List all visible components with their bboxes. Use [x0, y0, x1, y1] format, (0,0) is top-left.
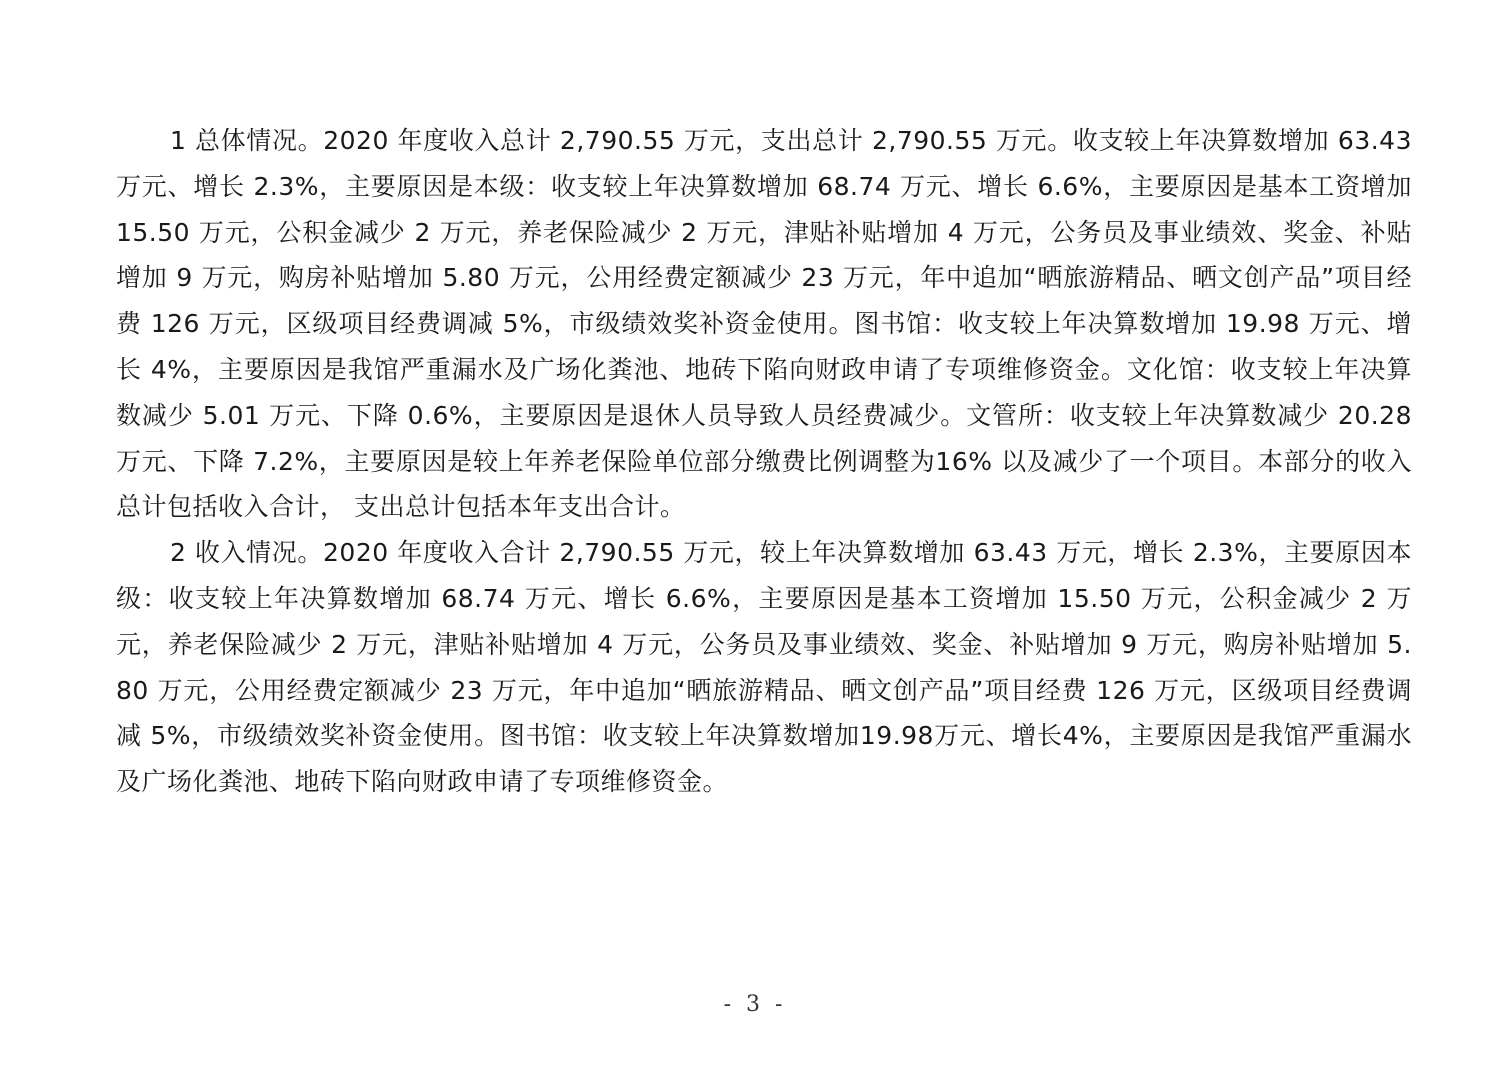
paragraph-overall-situation: 1 总体情况。2020 年度收入总计 2,790.55 万元，支出总计 2,790.55 万元。收支较上年决算数增加 63.43 万元、增长 2.3%，主要原因是本级：收支较上年决算数增加 68.74 万元、增长 6.6%，主要原因是基本工资增加 15.50 万元，公积金减少 2 万元，养老保险减少 2 万元，津贴补贴增加 4 万元，公务员及事业绩效、奖金、补贴增加 9 万元，购房补贴增加 5.80 万元，公用经费定额减少 23 万元，年中追加“晒旅游精品、晒文创产品”项目经费 126 万元，区级项目经费调减 5%，市级绩效奖补资金使用。图书馆：收支较上年决算数增加 19.98 万元、增长 4%，主要原因是我馆严重漏水及广场化粪池、地砖下陷向财政申请了专项维修资金。文化馆：收支较上年决算数减少 5.01 万元、下降 0.6%，主要原因是退休人员导致人员经费减少。文管所：收支较上年决算数减少 20.28 万元、下降 7.2%，主要原因是较上年养老保险单位部分缴费比例调整为16% 以及减少了一个项目。本部分的收入总计包括收入合计， 支出总计包括本年支出合计。	[116, 126, 1412, 522]
page-number: - 3 -	[723, 992, 787, 1017]
paragraph-income-situation: 2 收入情况。2020 年度收入合计 2,790.55 万元，较上年决算数增加 63.43 万元，增长 2.3%，主要原因本级：收支较上年决算数增加 68.74 万元、增长 6.6%，主要原因是基本工资增加 15.50 万元，公积金减少 2 万元，养老保险减少 2 万元，津贴补贴增加 4 万元，公务员及事业绩效、奖金、补贴增加 9 万元，购房补贴增加 5.80 万元，公用经费定额减少 23 万元，年中追加“晒旅游精品、晒文创产品”项目经费 126 万元，区级项目经费调减 5%，市级绩效奖补资金使用。图书馆：收支较上年决算数增加19.98万元、增长4%，主要原因是我馆严重漏水及广场化粪池、地砖下陷向财政申请了专项维修资金。	[116, 538, 1412, 797]
document-body	[116, 118, 1412, 805]
